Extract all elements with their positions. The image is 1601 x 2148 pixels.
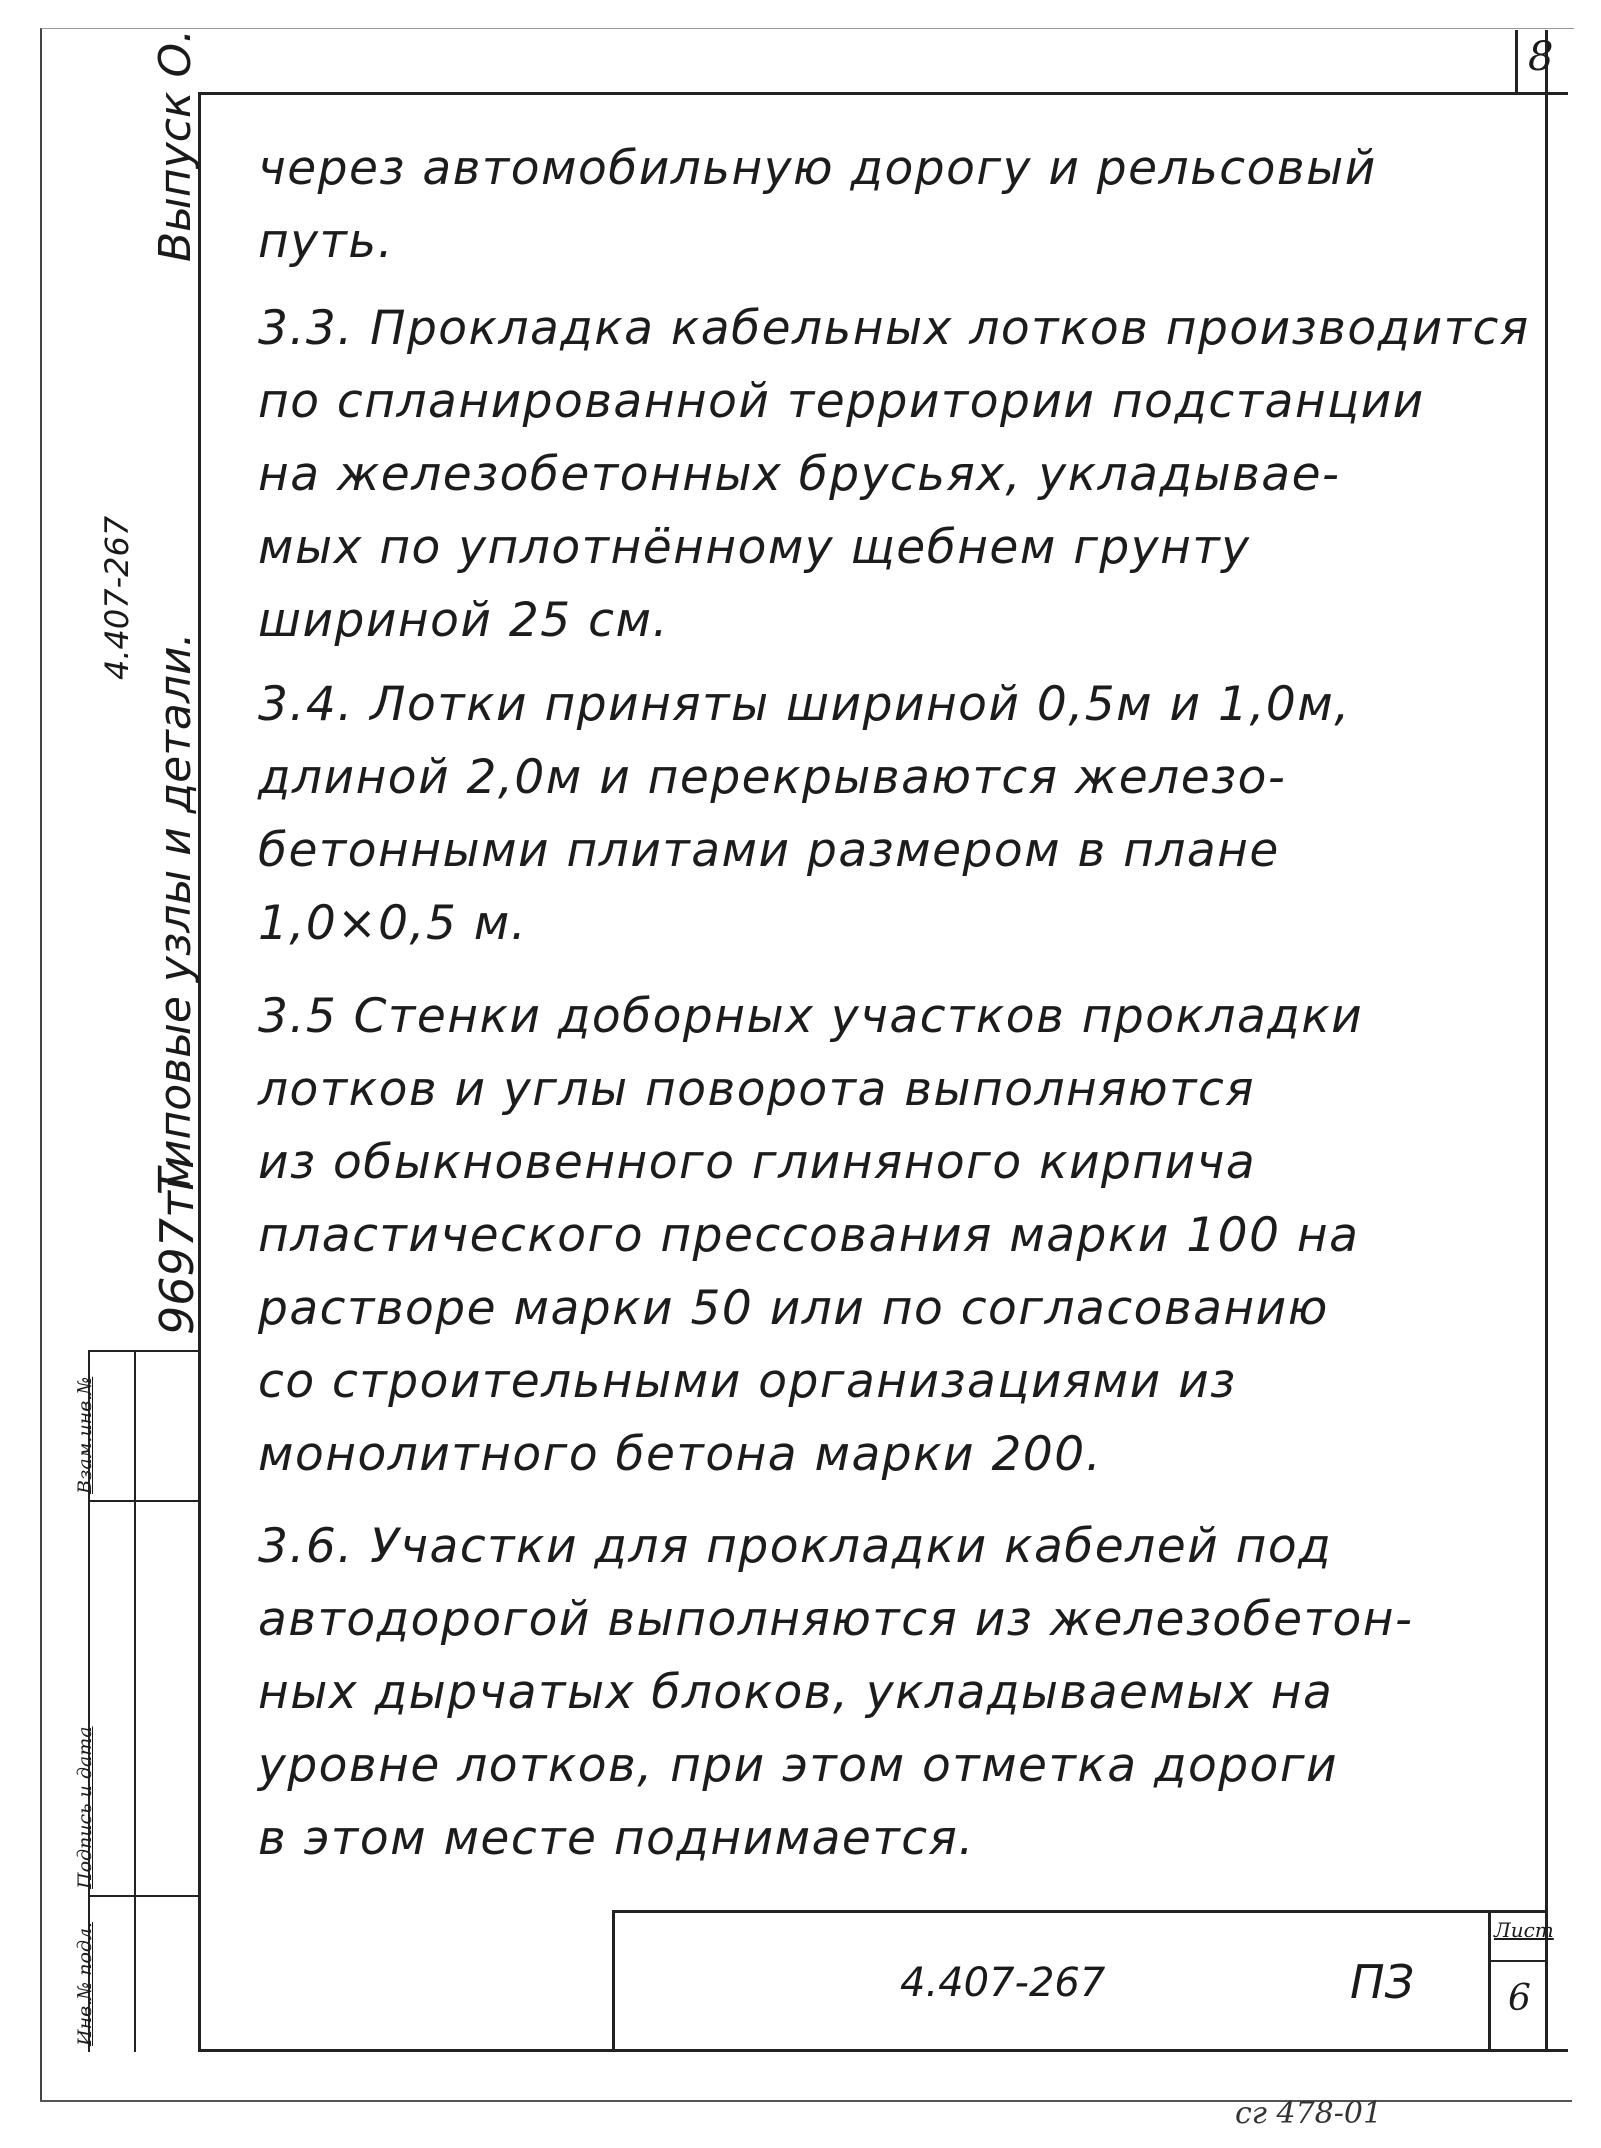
- text-line: из обыкновенного глиняного кирпича: [258, 1135, 1257, 1190]
- text-line: на железобетонных брусьях, укладывае-: [258, 447, 1341, 502]
- strip-cell-podpis: [74, 1500, 200, 1895]
- title-block-sheet-divider: [1488, 1960, 1548, 1962]
- text-line: растворе марки 50 или по согласованию: [258, 1281, 1329, 1336]
- strip-divider: [134, 1350, 136, 2052]
- side-archive-number: 9697тм: [150, 1156, 204, 1335]
- text-line: пластического прессования марки 100 на: [258, 1208, 1360, 1263]
- side-title: Типовые узлы и детали.: [150, 632, 201, 1195]
- paragraph-3-6: [258, 1510, 1548, 1875]
- text-line: 1,0×0,5 м.: [258, 896, 528, 951]
- strip-label-inv-podl: Инв.№ подл.: [74, 1921, 96, 2046]
- archive-stamp: сг 478-01: [1235, 2096, 1383, 2131]
- text-line: шириной 25 см.: [258, 593, 669, 648]
- text-line: уровне лотков, при этом отметка дороги: [258, 1738, 1339, 1793]
- text-line: 3.6. Участки для прокладки кабелей под: [258, 1519, 1333, 1574]
- paragraph-3-5: [258, 980, 1548, 1491]
- text-line: 3.5 Стенки доборных участков прокладки: [258, 989, 1364, 1044]
- text-line: бетонными плитами размером в плане: [258, 823, 1280, 878]
- text-line: длиной 2,0м и перекрываются железо-: [258, 750, 1287, 805]
- text-line: ных дырчатых блоков, укладываемых на: [258, 1665, 1334, 1720]
- strip-cell-inv: [74, 1895, 200, 2052]
- text-line: 3.4. Лотки приняты шириной 0,5м и 1,0м,: [258, 677, 1351, 732]
- text-line: автодорогой выполняются из железобетон-: [258, 1592, 1414, 1647]
- side-code: 4.407-267: [98, 515, 136, 680]
- strip-label-podpis-data: Подпись и дата: [74, 1726, 96, 1889]
- side-series: Выпуск О.: [150, 28, 201, 262]
- text-line: по спланированной территории подстанции: [258, 374, 1425, 429]
- paragraph-intro: [258, 132, 1548, 278]
- title-block-sheet-label: Лист: [1494, 1918, 1554, 1942]
- title-block-sheet-number: 6: [1508, 1978, 1531, 2019]
- page-number: 8: [1528, 34, 1554, 80]
- text-line: 3.3. Прокладка кабельных лотков производится: [258, 301, 1530, 356]
- text-line: монолитного бетона марки 200.: [258, 1427, 1103, 1482]
- text-line: мых по уплотнённому щебнем грунту: [258, 520, 1251, 575]
- text-line: лотков и углы поворота выполняются: [258, 1062, 1256, 1117]
- binding-strip: [74, 1350, 198, 2052]
- text-line: со строительными организациями из: [258, 1354, 1237, 1409]
- paragraph-3-4: [258, 668, 1548, 960]
- paragraph-3-3: [258, 292, 1548, 657]
- title-block-doc-code: 4.407-267: [900, 1960, 1106, 2006]
- text-line: путь.: [258, 214, 395, 269]
- text-line: через автомобильную дорогу и рельсовый: [258, 141, 1377, 196]
- strip-cell-vzam: [74, 1350, 200, 1500]
- strip-label-vzam-inv: Взам.инв.№: [74, 1376, 96, 1494]
- text-line: в этом месте поднимается.: [258, 1811, 975, 1866]
- title-block-doc-type: ПЗ: [1350, 1955, 1415, 2009]
